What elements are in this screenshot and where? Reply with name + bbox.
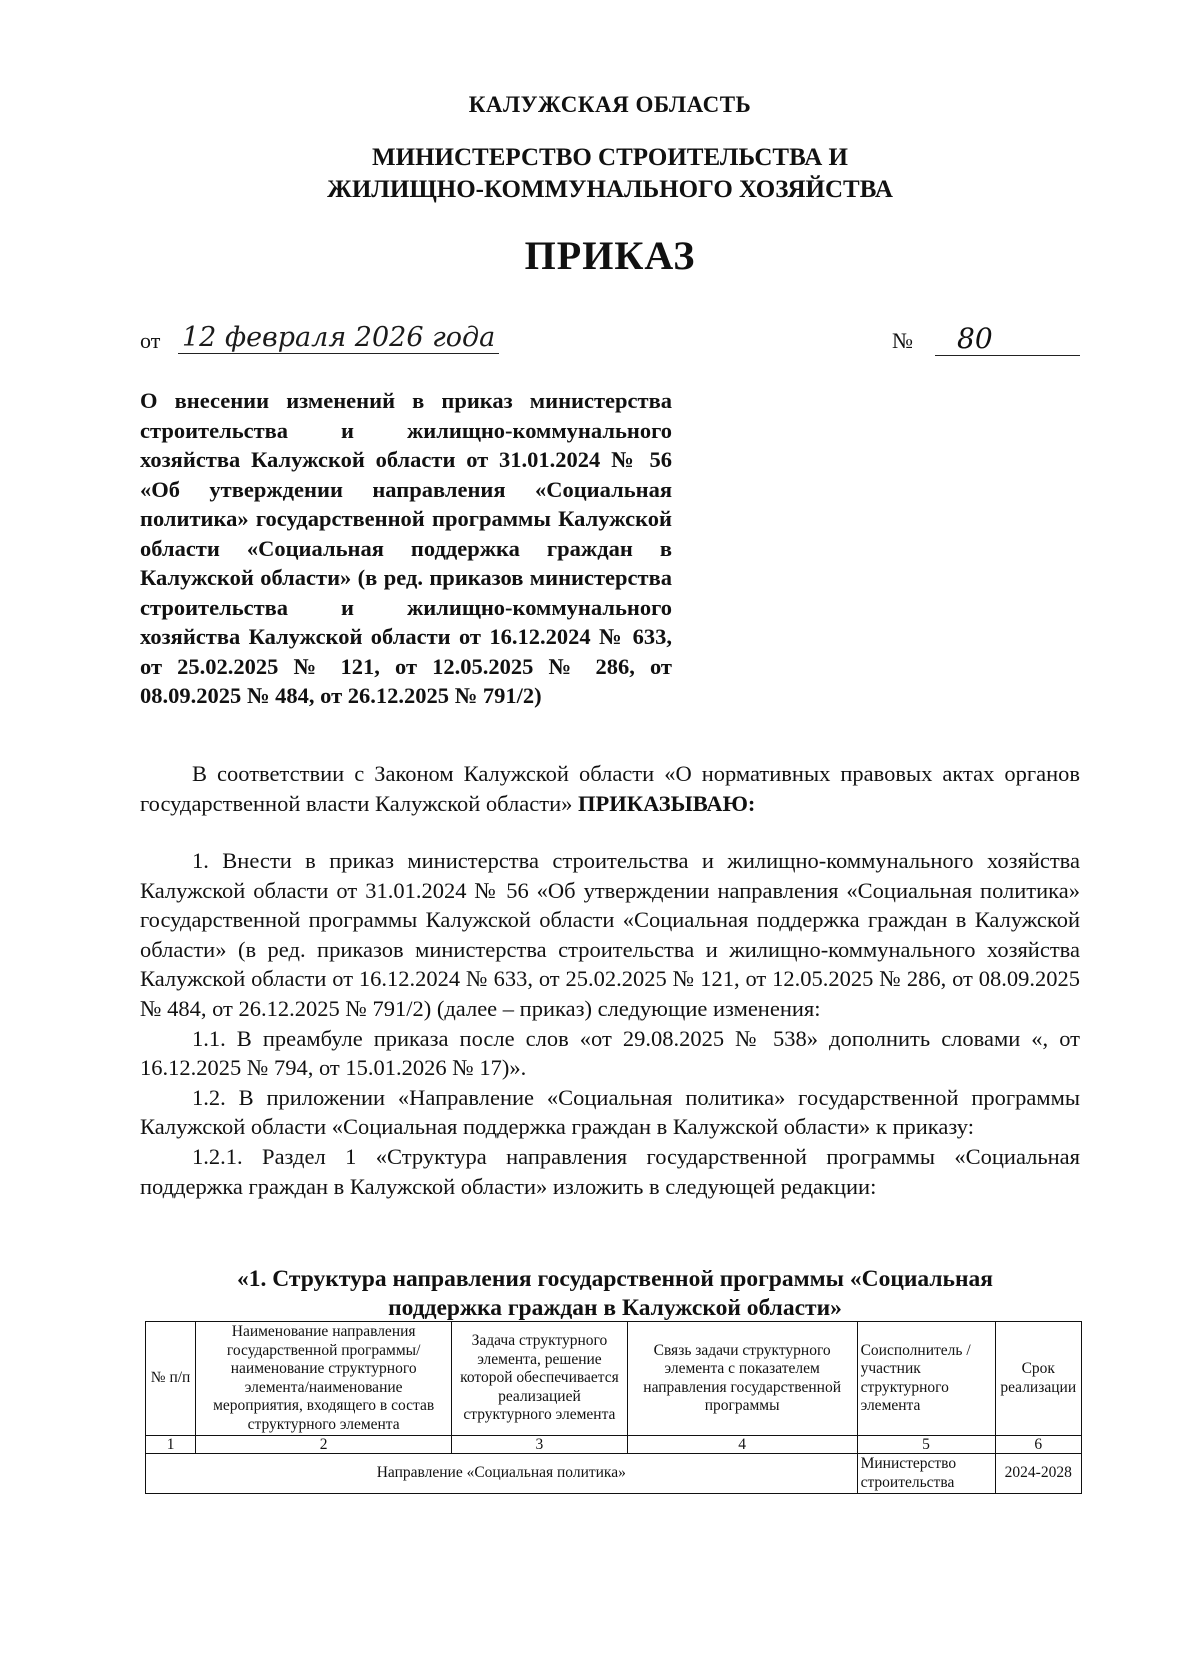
table-title-line-2: поддержка граждан в Калужской области» (388, 1295, 842, 1321)
column-number-5: 5 (857, 1436, 995, 1454)
order-subject: О внесении изменений в приказ министерства строительства и жилищно-коммунального хозяйства Калужской области от 31.01.2024 № 56 «Об утверждении направления «Социальная политика» государственной программы Калужской области «Социальная поддержка граждан в Калужской области» (в ред. приказов министерства строительства и жилищно-коммунального хозяйства Калужской области от 16.12.2024 № 633, от 25.02.2025 № 121, от 12.05.2025 № 286, от 08.09.2025 № 484, от 26.12.2025 № 791/2) (140, 388, 672, 708)
date-number-row (140, 322, 1080, 358)
document-type-title: ПРИКАЗ (524, 233, 696, 278)
column-number-2: 2 (196, 1436, 452, 1454)
header-cell-link: Связь задачи структурного элемента с показателем направления государственной программы (627, 1322, 857, 1436)
order-items (140, 846, 1080, 1201)
structure-table (145, 1321, 1082, 1494)
table-title-line-1: «1. Структура направления государственной программы «Социальная (237, 1266, 993, 1292)
item-1-1: 1.1. В преамбуле приказа после слов «от 29.08.2025 № 538» дополнить словами «, от 16.12.2025 № 794, от 15.01.2026 № 17)». (140, 1025, 1080, 1081)
column-number-6: 6 (995, 1436, 1082, 1454)
order-word: ПРИКАЗЫВАЮ: (578, 790, 756, 816)
table-row (146, 1454, 1082, 1494)
row-period: 2024-2028 (995, 1454, 1082, 1494)
region-heading: КАЛУЖСКАЯ ОБЛАСТЬ (468, 92, 752, 117)
table-header-row (146, 1322, 1082, 1436)
ministry-line-2: ЖИЛИЩНО-КОММУНАЛЬНОГО ХОЗЯЙСТВА (327, 176, 893, 203)
header-cell-name: Наименование направления государственной программы/наименование структурного элемента/наименование мероприятия, входящего в состав структурного элемента (196, 1322, 452, 1436)
column-number-4: 4 (627, 1436, 857, 1454)
ministry-heading (140, 142, 1080, 206)
item-1-2-1: 1.2.1. Раздел 1 «Структура направления государственной программы «Социальная поддержка граждан в Калужской области» изложить в следующей редакции: (140, 1143, 1080, 1199)
item-1: 1. Внести в приказ министерства строительства и жилищно-коммунального хозяйства Калужской области от 31.01.2024 № 56 «Об утверждении направления «Социальная политика» государственной программы Калужской области «Социальная поддержка граждан в Калужской области» (в ред. приказов министерства строительства и жилищно-коммунального хозяйства Калужской области от 16.12.2024 № 633, от 25.02.2025 № 121, от 12.05.2025 № 286, от 08.09.2025 № 484, от 26.12.2025 № 791/2) (далее – приказ) следующие изменения: (140, 848, 1080, 1021)
row-executor: Министерство строительства (857, 1454, 995, 1494)
table-title (150, 1265, 1080, 1323)
table-column-number-row (146, 1436, 1082, 1454)
header-cell-number: № п/п (146, 1322, 196, 1436)
ministry-line-1: МИНИСТЕРСТВО СТРОИТЕЛЬСТВА И (372, 144, 848, 171)
column-number-3: 3 (452, 1436, 628, 1454)
header-cell-task: Задача структурного элемента, решение которой обеспечивается реализацией структурного элемента (452, 1322, 628, 1436)
item-1-2: 1.2. В приложении «Направление «Социальная политика» государственной программы Калужской области «Социальная поддержка граждан в Калужской области» к приказу: (140, 1084, 1080, 1140)
row-direction-name: Направление «Социальная политика» (146, 1454, 858, 1494)
preamble-paragraph (140, 759, 1080, 818)
header-cell-executor: Соисполнитель /участник структурного элемента (857, 1322, 995, 1436)
header-cell-period: Срок реализации (995, 1322, 1082, 1436)
number-prefix: № (892, 328, 913, 353)
date-prefix: от (140, 328, 161, 353)
column-number-1: 1 (146, 1436, 196, 1454)
preamble-text: В соответствии с Законом Калужской области «О нормативных правовых актах органов государственной власти Калужской области» (140, 761, 1080, 816)
handwritten-number: 80 (935, 322, 1080, 356)
handwritten-date: 12 февраля 2026 года (178, 322, 499, 354)
